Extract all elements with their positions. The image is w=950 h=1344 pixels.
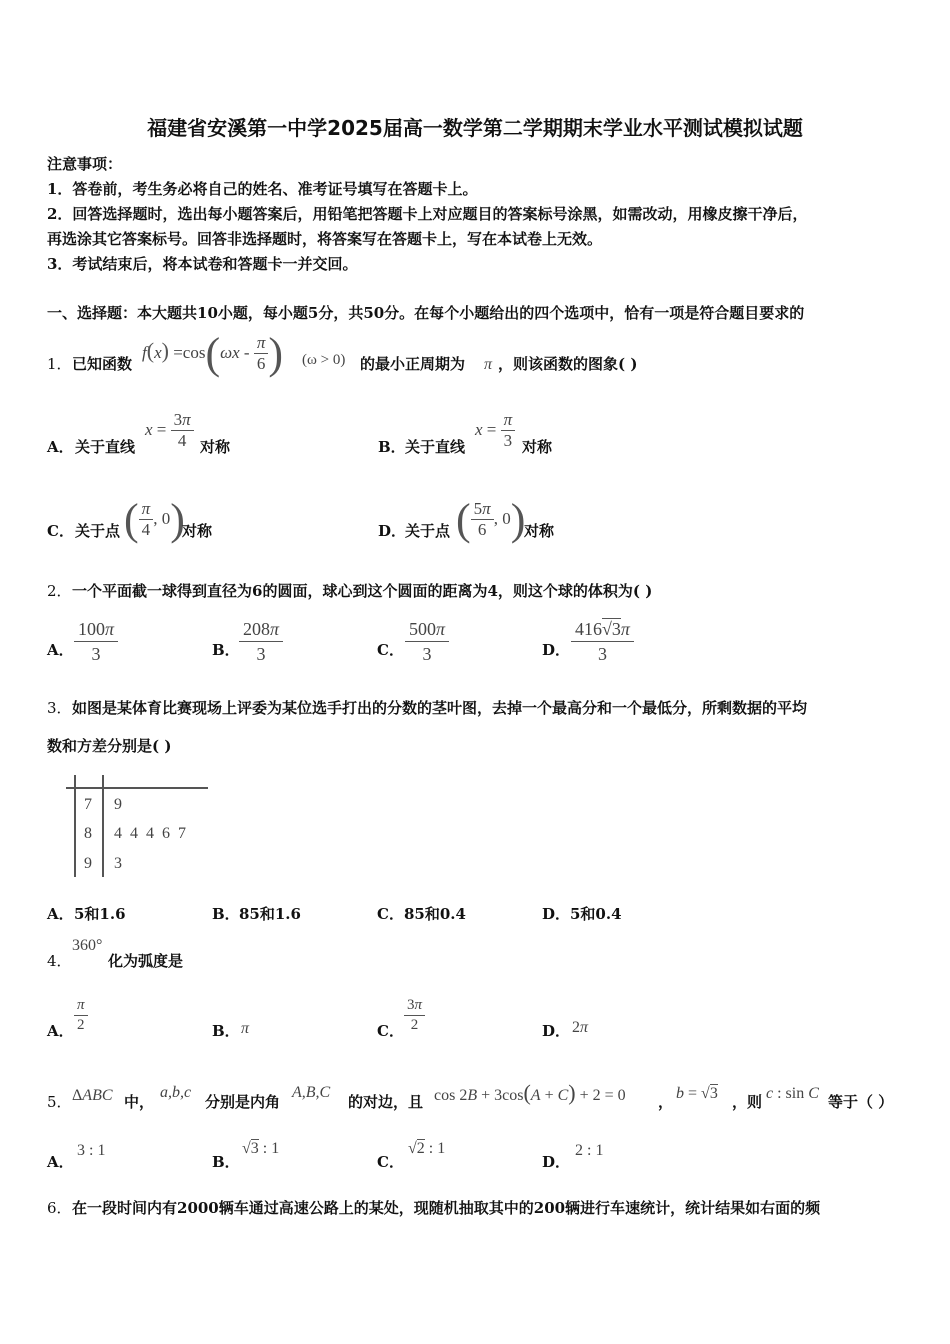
q1-omega-condition: (ω > 0) (302, 352, 346, 368)
q5-text-4: ， (658, 1093, 674, 1111)
q5-option-a-expr: 3 : 1 (77, 1142, 106, 1159)
q1-option-d-label: D． (378, 522, 407, 540)
q5-text-2: 分别是内角 (205, 1093, 281, 1111)
q3-option-c-label: C． (377, 905, 404, 923)
q5-option-a-label: A． (47, 1153, 74, 1171)
q2-option-c-label: C． (377, 641, 404, 659)
q3-option-c-text: 85和0.4 (404, 905, 466, 923)
q2-text: 一个平面截一球得到直径为6的圆面，球心到这个圆面的距离为4，则这个球的体积为( ) (72, 582, 653, 600)
q2-option-b-expr: $\frac{208\pi}{3}$ (239, 617, 283, 666)
stem-leaf-left-rule (74, 775, 76, 877)
q5-option-d-expr: 2 : 1 (575, 1142, 604, 1159)
q5-text-6: 等于（ ） (828, 1093, 894, 1111)
q2-option-d-expr: $\frac{416√3\pi}{3}$ (571, 617, 634, 666)
notice-item-2-cont: 再选涂其它答案标号。回答非选择题时，将答案写在答题卡上，写在本试卷上无效。 (47, 230, 603, 248)
q1-option-a-pre: 关于直线 (75, 438, 136, 456)
q1-option-b-label: B． (378, 438, 406, 456)
q1-option-d-post: 对称 (524, 522, 555, 540)
q5-triangle: ΔABC (72, 1087, 113, 1104)
q4-option-d-expr: 2π (572, 1019, 589, 1036)
q3-text-line2: 数和方差分别是( ) (47, 737, 172, 755)
q5-option-c-expr: √2 : 1 (408, 1140, 446, 1157)
q5-option-b-expr: √3 : 1 (242, 1140, 280, 1157)
stem-leaf-divider (102, 775, 104, 877)
notice-heading: 注意事项： (47, 155, 123, 173)
notice-item-1: 1．答卷前，考生务必将自己的姓名、准考证号填写在答题卡上。 (47, 180, 478, 198)
q1-period: π (484, 356, 493, 373)
q4-option-a-label: A． (47, 1022, 74, 1040)
q1-text-pre: 已知函数 (72, 355, 133, 373)
notice-item-3: 3．考试结束后，将本试卷和答题卡一并交回。 (47, 255, 358, 273)
q5-b-value: b = √3 (676, 1085, 718, 1102)
q5-ratio: c : sin C (766, 1085, 819, 1102)
page-title: 福建省安溪第一中学2025届高一数学第二学期期末学业水平测试模拟试题 (147, 116, 803, 140)
q6-text: 在一段时间内有2000辆车通过高速公路上的某处，现随机抽取其中的200辆进行车速统计，统计结果如右面的频 (72, 1199, 821, 1217)
q4-option-b-label: B． (212, 1022, 240, 1040)
q5-text-1: 中， (124, 1093, 155, 1111)
q4-option-a-expr: $\frac{\pi}{2}$ (74, 996, 88, 1035)
q4-number: 4． (47, 952, 72, 970)
stem-leaf-top-rule (66, 787, 208, 789)
q1-option-c-expr: ( $\frac{\pi}{4}$ , 0) (124, 495, 185, 544)
q4-degree-value: 360° (72, 937, 103, 954)
q1-option-c-label: C． (47, 522, 74, 540)
q4-option-d-label: D． (542, 1022, 571, 1040)
q1-function-formula: f(x) =cos(ωx - $\frac{\pi}{6}$ ) (142, 329, 284, 378)
q1-option-a-label: A． (47, 438, 74, 456)
q5-angles: A,B,C (292, 1084, 331, 1101)
q3-option-b-label: B． (212, 905, 240, 923)
q3-option-a-label: A． (47, 905, 74, 923)
q3-text-line1: 如图是某体育比赛现场上评委为某位选手打出的分数的茎叶图，去掉一个最高分和一个最低分，所剩数据的平均 (72, 699, 808, 717)
q2-option-a-label: A． (47, 641, 74, 659)
q5-option-c-label: C． (377, 1153, 404, 1171)
q5-text-5: ，则 (732, 1093, 763, 1111)
notice-item-2: 2．回答选择题时，选出每小题答案后，用铅笔把答题卡上对应题目的答案标号涂黑，如需改动，用橡皮擦干净后， (47, 205, 808, 223)
q1-text-mid: 的最小正周期为 (360, 355, 466, 373)
stem-value: 7 (84, 796, 92, 813)
q5-equation: cos 2B + 3cos(A + C) + 2 = 0 (434, 1080, 626, 1105)
q3-number: 3． (47, 699, 72, 717)
q1-option-d-expr: ( $\frac{5\pi}{6}$ , 0) (456, 495, 526, 544)
stem-value: 8 (84, 825, 92, 842)
q1-option-b-pre: 关于直线 (405, 438, 466, 456)
q1-option-d-pre: 关于点 (405, 522, 451, 540)
q4-option-c-label: C． (377, 1022, 404, 1040)
q1-text-post: ，则该函数的图象( ) (498, 355, 638, 373)
q5-text-3: 的对边，且 (348, 1093, 424, 1111)
q1-option-b-post: 对称 (522, 438, 553, 456)
q1-option-a-post: 对称 (200, 438, 231, 456)
q1-option-a-expr: x = $\frac{3\pi}{4}$ (145, 410, 194, 451)
section-heading: 一、选择题：本大题共10小题，每小题5分，共50分。在每个小题给出的四个选项中，恰有一项是符合题目要求的 (47, 304, 805, 322)
q2-number: 2． (47, 582, 72, 600)
q5-option-d-label: D． (542, 1153, 571, 1171)
q1-option-c-post: 对称 (182, 522, 213, 540)
q2-option-c-expr: $\frac{500\pi}{3}$ (405, 617, 449, 666)
q3-option-d-text: 5和0.4 (570, 905, 622, 923)
q2-option-a-expr: $\frac{100\pi}{3}$ (74, 617, 118, 666)
q1-option-c-pre: 关于点 (75, 522, 121, 540)
q3-option-d-label: D． (542, 905, 571, 923)
leaf-values: 9 (114, 796, 122, 813)
q4-option-c-expr: $\frac{3\pi}{2}$ (404, 996, 425, 1035)
stem-leaf-plot (62, 775, 212, 880)
q5-number: 5． (47, 1093, 72, 1111)
q4-option-b-expr: π (241, 1020, 250, 1037)
q1-number: 1． (47, 355, 72, 373)
q2-option-d-label: D． (542, 641, 571, 659)
q1-option-b-expr: x = $\frac{\pi}{3}$ (475, 410, 515, 451)
q6-number: 6． (47, 1199, 72, 1217)
q3-option-a-text: 5和1.6 (74, 905, 126, 923)
leaf-values: 4 4 4 6 7 (114, 825, 186, 842)
q5-option-b-label: B． (212, 1153, 240, 1171)
q3-option-b-text: 85和1.6 (239, 905, 301, 923)
q5-sides: a,b,c (160, 1084, 192, 1101)
stem-value: 9 (84, 855, 92, 872)
q4-text: 化为弧度是 (108, 952, 184, 970)
leaf-values: 3 (114, 855, 122, 872)
q2-option-b-label: B． (212, 641, 240, 659)
